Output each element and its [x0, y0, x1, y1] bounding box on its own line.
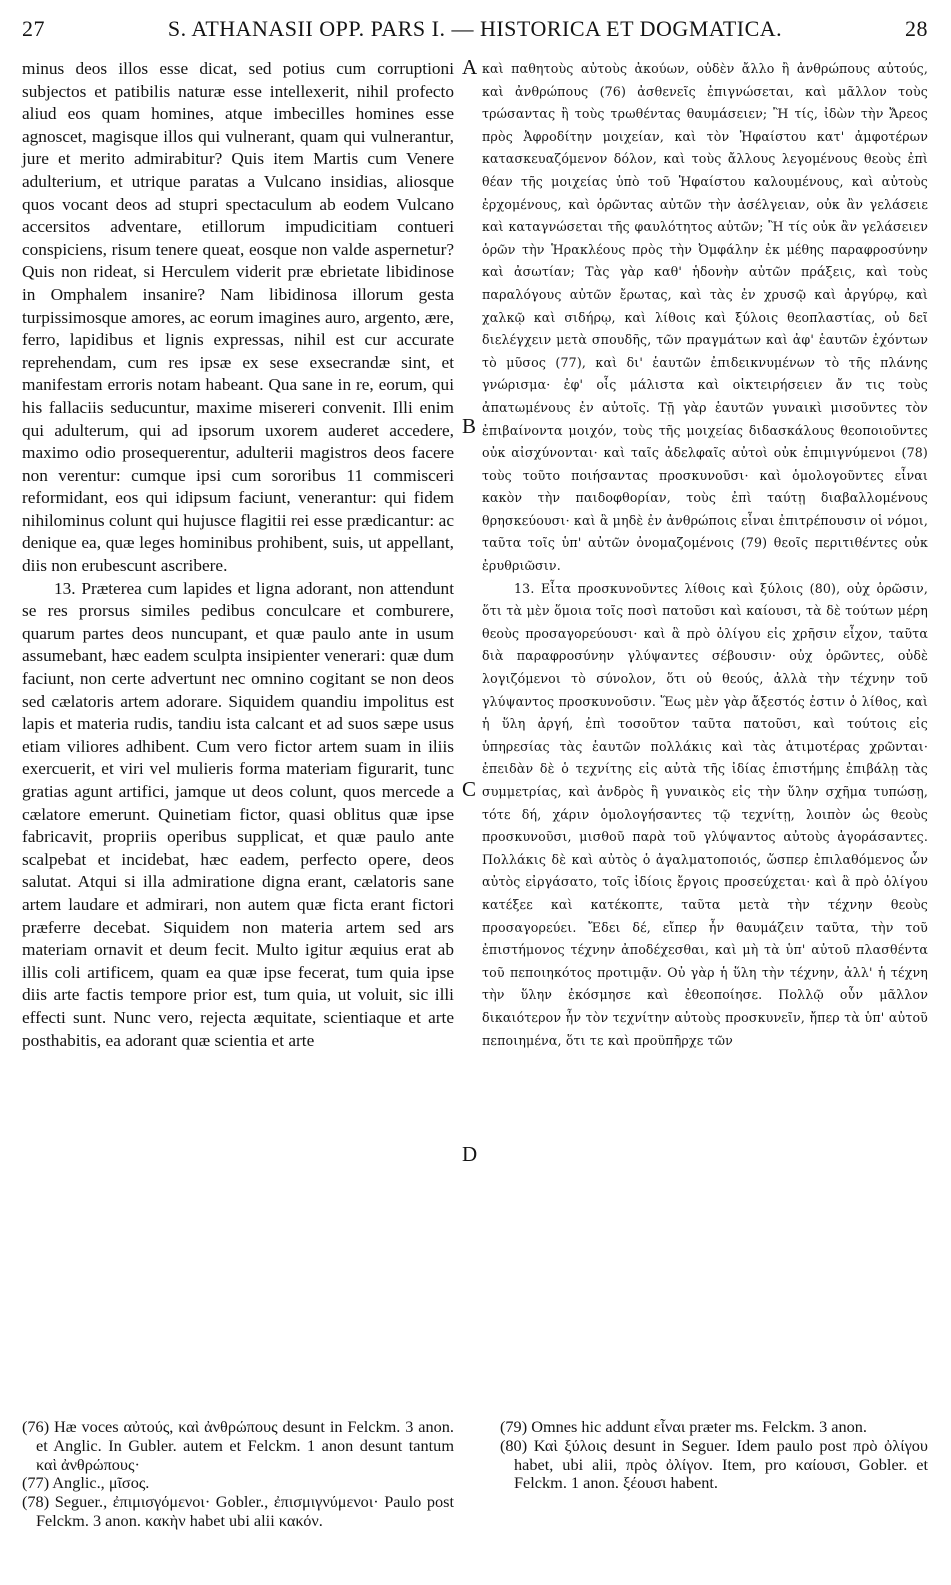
margin-letter-d: D — [462, 1142, 478, 1166]
footnotes-left — [22, 1418, 454, 1531]
footnote-79: (79) Omnes hic addunt εἶναι præter ms. Felckm. 3 anon. — [500, 1417, 868, 1436]
margin-letter-b: B — [462, 414, 477, 438]
margin-letter-c: C — [462, 777, 477, 801]
latin-paragraph-1: minus deos illos esse dicat, sed potius cum corruptioni subjectos et patibilis naturæ esse intellexerit, nihil profecto aliud eos quam homines, atque imbecilles homines esse agnoscet, magisque illos qui vulnerant, quam qui vulnerantur, jure et merito admirabitur? Quis item Martis cum Venere adulterium, et utrique paratas a Vulcano insidias, aliosque quos vocant deos ad stupri spectaculum ab eodem Vulcano accersitos adventare, etillorum impudicitiam contueri conspiciens, risum tenere queat, eosque non valde aspernetur? Quis non rideat, si Herculem viderit præ ebrietate libidinose in Omphalem insanire? Nam libidinosa illorum gesta turpissimosque amores, ac eorum imagines auro, argento, ære, ferro, lapidibus et lignis expressas, nihil est cur accurate reprehendam, cum res ipsæ ex sese exsecrandæ sint, et manifestam erroris notam habeant. Qua sane in re, eorum, qui his fallaciis seducuntur, maxime misereri convenit. Illi enim qui adulterum, qui ad ipsorum uxorem auderet accedere, maximo odio prosequerentur, adulterii magistros deos facere non verentur: cumque ipsi cum sororibus 11 commisceri reformidant, eos qui idipsum faciunt, venerantur: qui fidem nihilominus colunt qui hujusce flagitii rei esse prædicantur: ac denique ea, quæ leges hominibus prohibent, suis, ut appellant, diis non erubescunt ascribere. — [22, 59, 454, 576]
footnote-80: (80) Καὶ ξύλοις desunt in Seguer. Idem paulo post πρὸ ὀλίγου habet, ubi alii, πρὸς ὀλίγον. Item, pro καίουσι, Gobler. et Felckm. 1 anon. ξέουσι habent. — [500, 1435, 928, 1493]
page-number-right: 28 — [905, 16, 928, 41]
footnotes-right — [500, 1418, 928, 1493]
latin-column — [22, 58, 454, 1052]
footnote-78: (78) Seguer., ἐπιμισγόμενοι· Gobler., ἐπισμιγνύμενοι· Paulo post Felckm. 3 anon. κακὴν habet ubi alii κακόν. — [22, 1492, 454, 1530]
greek-paragraph-2: 13. Εἶτα προσκυνοῦντες λίθοις καὶ ξύλοις (80), οὐχ ὁρῶσιν, ὅτι τὰ μὲν ὅμοια τοῖς ποσὶ πατοῦσι καὶ καίουσι, τὰ δὲ τούτων μέρη θεοὺς προσαγορεύουσι· καὶ ἃ πρὸ ὀλίγου εἰς χρῆσιν εἶχον, ταῦτα διὰ παραφροσύνην γλύψαντες σέβουσιν· οὐχ ὁρῶντες, οὐδὲ λογιζόμενοι τὸ σύνολον, ὅτι οὐ θεούς, ἀλλὰ τὴν τέχνην τοῦ γλύψαντος προσκυνοῦσιν. Ἕως μὲν γὰρ ἄξεστός ἐστιν ὁ λίθος, καὶ ἡ ὕλη ἀργή, ἐπὶ τοσοῦτον ταῦτα πατοῦσι, καὶ τούτοις εἰς ὑπηρεσίας τὰς ἑαυτῶν πολλάκις καὶ τὰς ἀτιμοτέρας χρῶνται· ἐπειδὰν δὲ ὁ τεχνίτης εἰς αὐτὰ τῆς ἰδίας ἐπιστήμης ἐπιβάλῃ τὰς συμμετρίας, καὶ ἀνδρὸς ἢ γυναικὸς εἰς τὴν ὕλην σχῆμα τυπώσῃ, τότε δή, χάριν ὁμολογήσαντες τῷ τεχνίτῃ, λοιπὸν ὡς θεοὺς προσκυνοῦσι, μισθοῦ παρὰ τοῦ γλύψαντος αὐτοὺς ἀγοράσαντες. Πολλάκις δὲ καὶ αὐτὸς ὁ ἀγαλματοποιός, ὥσπερ ἐπιλαθόμενος ὧν αὐτὸς εἰργάσατο, τοῖς ἰδίοις ἔργοις προσεύχεται· καὶ ἃ πρὸ ὀλίγου κατέξεε καὶ κατέκοπτε, ταῦτα μετὰ τὴν τέχνην θεοὺς προσαγορεύει. Ἔδει δέ, εἴπερ ἦν θαυμάζειν ταῦτα, τὴν τοῦ ἐπιστήμονος τέχνην ἀποδέχεσθαι, καὶ μὴ τὰ ὑπ' αὐτοῦ πλασθέντα τοῦ πεποιηκότος προτιμᾷν. Οὐ γὰρ ἡ ὕλη τὴν τέχνην, ἀλλ' ἡ τέχνη τὴν ὕλην ἐκόσμησε καὶ ἐθεοποίησε. Πολλῷ οὖν μᾶλλον δικαιότερον ἦν τὸν τεχνίτην αὐτοὺς προσκυνεῖν, ἤπερ τὰ ὑπ' αὐτοῦ πεποιημένα, ὅτι τε καὶ προϋπῆρχε τῶν — [482, 580, 928, 1048]
margin-letter-a: A — [462, 55, 478, 79]
footnote-76: (76) Hæ voces αὐτούς, καὶ ἀνθρώπους desunt in Felckm. 3 anon. et Anglic. In Gubler. autem et Felckm. 1 anon desunt tantum καὶ ἀνθρώπους· — [22, 1417, 454, 1474]
page-header — [22, 16, 928, 46]
latin-paragraph-2: 13. Præterea cum lapides et ligna adorant, non attendunt se res prorsus similes pedibus conculcare et comburere, quarum partes deos nuncupant, et quæ paulo ante in usum assumebant, hæc eadem sculpta insipienter venerari: quæ dum faciunt, non certe advertunt nec omnino cogitant se non deos sed cælatoris artem adorare. Siquidem quandiu impolitus est lapis et materia rudis, tandiu ista calcant et ad suos sæpe usus etiam viliores adhibent. Cum vero fictor artem suam in iliis exercuerit, et viri vel mulieris forma materiam figurarit, tunc gratias agunt artifici, jamque ut deos colunt, quos mercede a cælatore emerunt. Quinetiam fictor, quasi oblitus quæ ipse fabricavit, propriis operibus supplicat, et quæ paulo ante scalpebat et incidebat, hæc eadem, perfecto opere, deos salutat. Atqui si illa admiratione digna erant, cælatoris sane artem laudare et admirari, non autem quæ ficta erant fictori præferre decebat. Siquidem non materia artem sed ars materiam ornavit et deum fecit. Multo igitur æquius erat ab illis coli artificem, quam ea quæ ipse fecerat, tum quia ipse diis arte factis tempore prior est, tum quia, ut voluit, sic illi effecti sunt. Nunc vero, rejecta æquitate, scientiaque et arte posthabitis, ea adorant quæ scientia et arte — [22, 578, 454, 1050]
page-number-left: 27 — [22, 16, 45, 41]
greek-column — [482, 58, 928, 1052]
running-title: S. ATHANASII OPP. PARS I. — HISTORICA ET DOGMATICA. — [167, 16, 783, 41]
greek-paragraph-1: καὶ παθητοὺς αὐτοὺς ἀκούων, οὐδὲν ἄλλο ἢ ἀνθρώπους αὐτούς, καὶ ἀνθρώπους (76) ἀσθενεῖς ἐπιγνώσεται, καὶ μᾶλλον τοὺς τρώσαντας ἢ τοὺς τρωθέντας θαυμάσειεν; Ἢ τίς, ἰδὼν τὴν Ἄρεος πρὸς Ἀφροδίτην μοιχείαν, καὶ τὸν Ἡφαίστου κατ' ἀμφοτέρων κατασκευαζόμενον δόλον, καὶ τοὺς ἄλλους λεγομένους θεοὺς ἐπὶ θέαν τῆς μοιχείας ὑπὸ τοῦ Ἡφαίστου καλουμένους, καὶ αὐτοὺς ἐρχομένους, καὶ ὁρῶντας αὐτῶν τὴν ἀσέλγειαν, οὐκ ἂν γελάσειε καὶ καταγνώσεται τῆς φαυλότητος αὐτῶν; Ἢ τίς οὐκ ἂν γελάσειεν ὁρῶν τὴν Ἡρακλέους πρὸς τὴν Ὀμφάλην ἐκ μέθης παραφροσύνην καὶ ἀσωτίαν; Τὰς γὰρ καθ' ἡδονὴν αὐτῶν πράξεις, καὶ τοὺς παραλόγους αὐτῶν ἔρωτας, καὶ τὰς ἐν χρυσῷ καὶ ἀργύρῳ, καὶ χαλκῷ καὶ σιδήρῳ, καὶ λίθοις καὶ ξύλοις θεοπλαστίας, οὐ δεῖ διελέγχειν μετὰ σπουδῆς, τῶν πραγμάτων καὶ ἀφ' ἑαυτῶν ἐχόντων τὸ μῦσος (77), καὶ δι' ἑαυτῶν ἐπιδεικνυμένων τὸ τῆς πλάνης γνώρισμα· ἐφ' οἷς μάλιστα καὶ οἰκτειρήσειεν ἄν τις τοὺς ἀπατωμένους ἐν αὐτοῖς. Τῇ γὰρ ἑαυτῶν γυναικὶ μισοῦντες τὸν ἐπιβαίνοντα μοιχόν, τοὺς τῆς μοιχείας διδασκάλους θεοποιοῦντες οὐκ αἰσχύνονται· καὶ ταῖς ἀδελφαῖς αὐτοὶ οὐκ ἐπιμιγνύμενοι (78) τοὺς τοῦτο ποιήσαντας προσκυνοῦσι· καὶ ὁμολογοῦντες εἶναι κακὸν τὴν παιδοφθορίαν, τοὺς ἐπὶ ταύτῃ διαβαλλομένους θρησκεύουσι· καὶ ἃ μηδὲ ἐν ἀνθρώποις εἶναι ἐπιτρέπουσιν οἱ νόμοι, ταῦτα τοῖς ὑπ' αὐτῶν ὀνομαζομένοις (79) θεοῖς περιτιθέντες οὐκ ἐρυθριῶσιν. — [482, 61, 928, 574]
footnote-77: (77) Anglic., μῖσος. — [22, 1473, 150, 1493]
